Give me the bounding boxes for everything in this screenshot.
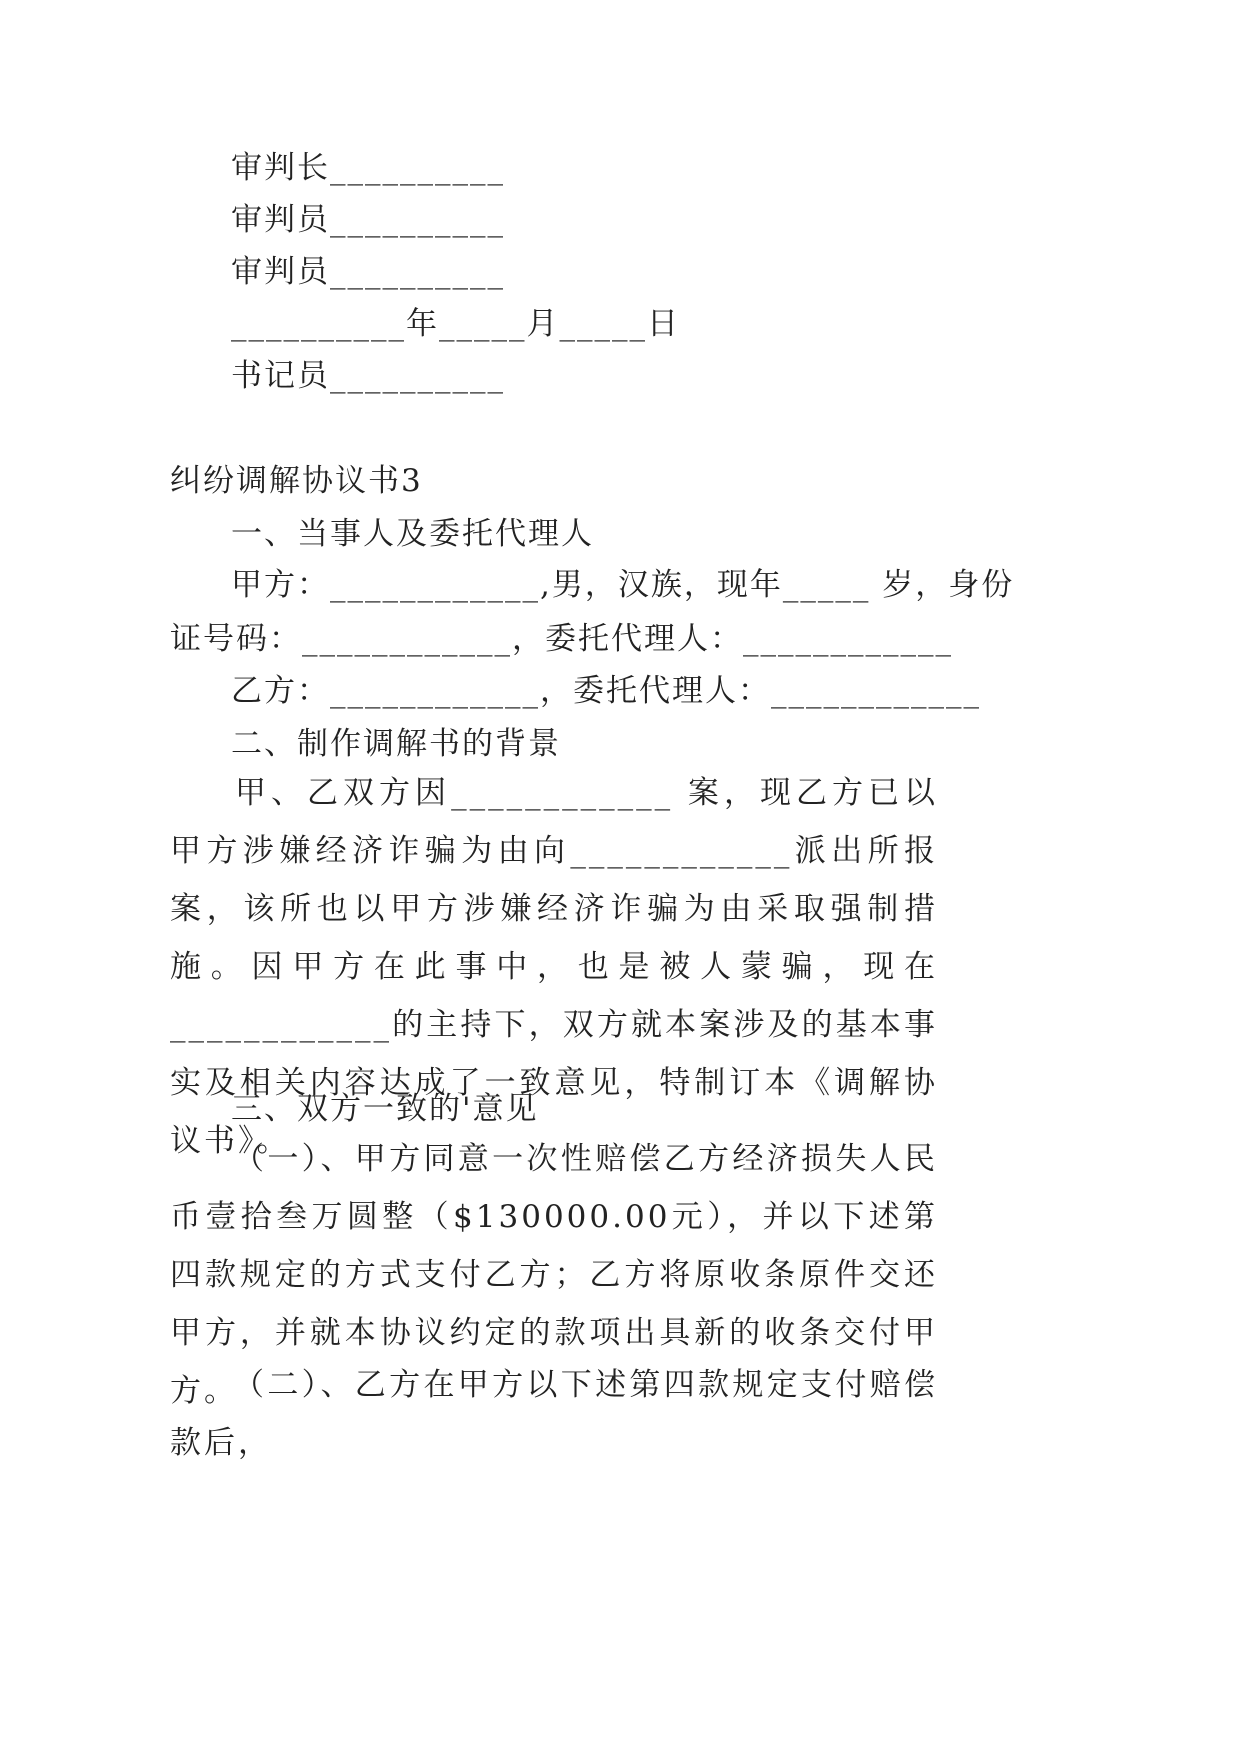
section2-heading: 二、制作调解书的背景 — [231, 726, 561, 762]
item2-paragraph: （二）、乙方在甲方以下述第四款规定支付赔偿款后， — [170, 1367, 938, 1461]
party-a-line-2: 证号码：____________，委托代理人：____________ — [170, 621, 953, 657]
judge-signature-2: 审判员__________ — [231, 254, 505, 290]
document-title: 纠纷调解协议书3 — [170, 463, 423, 499]
background-paragraph: 甲、乙双方因____________ 案，现乙方已以甲方涉嫌经济诈骗为由向____________派出所报案，该所也以甲方涉嫌经济诈骗为由采取强制措施。因甲方在此事中，也是被人蒙骗，现在 ____________的主持下，双方就本案涉及的基本事实及相关内容达成了一致意见，特制订本《调解协议书》。 — [170, 775, 938, 1159]
item1-paragraph: （一）、甲方同意一次性赔偿乙方经济损失人民币壹拾叁万圆整（$130000.00元），并以下述第四款规定的方式支付乙方；乙方将原收条原件交还甲方，并就本协议约定的款项出具新的收条交付甲方。 — [170, 1141, 938, 1409]
chief-judge-signature: 审判长__________ — [231, 150, 505, 186]
section1-heading: 一、当事人及委托代理人 — [231, 516, 594, 552]
party-b-line: 乙方：____________，委托代理人：____________ — [231, 673, 981, 709]
clerk-signature: 书记员__________ — [231, 358, 505, 394]
judge-signature-1: 审判员__________ — [231, 202, 505, 238]
party-a-line-1: 甲方：____________,男，汉族，现年_____ 岁，身份 — [231, 567, 1015, 603]
date-line: __________年_____月_____日 — [231, 306, 680, 342]
section3-heading: 三、双方一致的'意见 — [231, 1091, 539, 1127]
